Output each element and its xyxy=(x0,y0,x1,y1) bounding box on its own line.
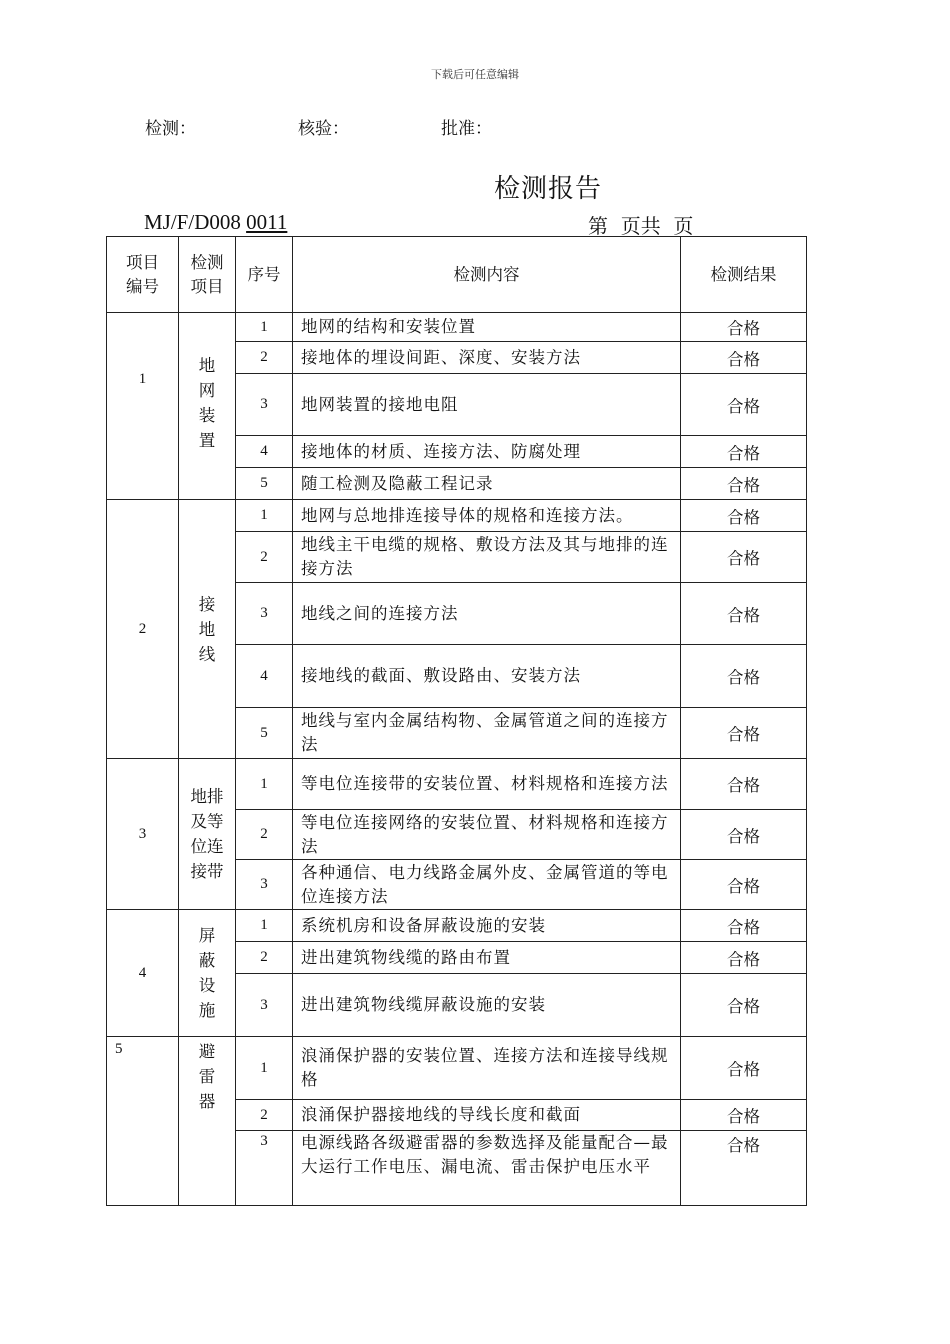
row-content: 进出建筑物线缆的路由布置 xyxy=(293,942,681,974)
row-content: 地线与室内金属结构物、金属管道之间的连接方法 xyxy=(293,708,681,759)
table-row xyxy=(107,500,807,532)
inspection-table xyxy=(106,236,807,1206)
row-content: 进出建筑物线缆屏蔽设施的安装 xyxy=(293,974,681,1037)
row-result: 合格 xyxy=(681,1037,807,1100)
group-no: 2 xyxy=(107,500,179,759)
group-item: 屏蔽设施 xyxy=(179,910,236,1037)
row-result: 合格 xyxy=(681,708,807,759)
row-result: 合格 xyxy=(681,468,807,500)
row-seq: 4 xyxy=(236,645,293,708)
row-result: 合格 xyxy=(681,583,807,645)
page-count: 第 页共 页 xyxy=(588,214,694,238)
row-content: 随工检测及隐蔽工程记录 xyxy=(293,468,681,500)
row-content: 地线主干电缆的规格、敷设方法及其与地排的连接方法 xyxy=(293,532,681,583)
row-content: 系统机房和设备屏蔽设施的安装 xyxy=(293,910,681,942)
row-seq: 1 xyxy=(236,313,293,342)
row-seq: 5 xyxy=(236,468,293,500)
report-title: 检测报告 xyxy=(494,174,603,204)
row-result: 合格 xyxy=(681,910,807,942)
header-row xyxy=(107,237,807,313)
row-seq: 3 xyxy=(236,583,293,645)
row-content: 接地体的材质、连接方法、防腐处理 xyxy=(293,436,681,468)
header-item: 检测项目 xyxy=(179,237,236,313)
row-content: 浪涌保护器的安装位置、连接方法和连接导线规格 xyxy=(293,1037,681,1100)
group-no: 5 xyxy=(107,1037,179,1206)
row-seq: 2 xyxy=(236,1100,293,1131)
row-result: 合格 xyxy=(681,974,807,1037)
row-seq: 4 xyxy=(236,436,293,468)
row-content: 等电位连接网络的安装位置、材料规格和连接方法 xyxy=(293,810,681,860)
header-result: 检测结果 xyxy=(681,237,807,313)
row-result: 合格 xyxy=(681,810,807,860)
header-note: 下载后可任意编辑 xyxy=(431,68,519,81)
table-row xyxy=(107,1037,807,1100)
row-content: 接地线的截面、敷设路由、安装方法 xyxy=(293,645,681,708)
group-no: 1 xyxy=(107,313,179,500)
row-result: 合格 xyxy=(681,759,807,810)
row-content: 地网的结构和安装位置 xyxy=(293,313,681,342)
doc-number-suffix: 0011 xyxy=(246,210,288,234)
row-seq: 3 xyxy=(236,974,293,1037)
row-result: 合格 xyxy=(681,342,807,374)
row-result: 合格 xyxy=(681,313,807,342)
header-item-no: 项目编号 xyxy=(107,237,179,313)
row-seq: 2 xyxy=(236,810,293,860)
group-no: 4 xyxy=(107,910,179,1037)
row-seq: 2 xyxy=(236,532,293,583)
row-seq: 1 xyxy=(236,500,293,532)
group-item: 地排及等位连接带 xyxy=(179,759,236,910)
approve-label: 批准： xyxy=(441,119,492,139)
verify-label: 核验： xyxy=(298,119,349,139)
row-result: 合格 xyxy=(681,860,807,910)
row-content: 各种通信、电力线路金属外皮、金属管道的等电位连接方法 xyxy=(293,860,681,910)
row-result: 合格 xyxy=(681,532,807,583)
row-content: 浪涌保护器接地线的导线长度和截面 xyxy=(293,1100,681,1131)
group-no: 3 xyxy=(107,759,179,910)
table-row xyxy=(107,910,807,942)
inspect-label: 检测： xyxy=(145,119,196,139)
row-seq: 3 xyxy=(236,1131,293,1206)
row-result: 合格 xyxy=(681,1100,807,1131)
table-row xyxy=(107,759,807,810)
doc-number xyxy=(144,210,287,235)
row-result: 合格 xyxy=(681,645,807,708)
row-content: 地网装置的接地电阻 xyxy=(293,374,681,436)
group-item: 接地线 xyxy=(179,500,236,759)
row-content: 电源线路各级避雷器的参数选择及能量配合—最大运行工作电压、漏电流、雷击保护电压水平 xyxy=(293,1131,681,1206)
doc-number-prefix: MJ/F/D008 xyxy=(144,210,241,234)
row-result: 合格 xyxy=(681,500,807,532)
header-seq: 序号 xyxy=(236,237,293,313)
group-item: 避雷器 xyxy=(179,1037,236,1206)
row-seq: 1 xyxy=(236,1037,293,1100)
row-content: 等电位连接带的安装位置、材料规格和连接方法 xyxy=(293,759,681,810)
row-seq: 5 xyxy=(236,708,293,759)
row-content: 地网与总地排连接导体的规格和连接方法。 xyxy=(293,500,681,532)
row-seq: 3 xyxy=(236,860,293,910)
group-item: 地网装置 xyxy=(179,313,236,500)
row-seq: 1 xyxy=(236,910,293,942)
row-seq: 1 xyxy=(236,759,293,810)
row-result: 合格 xyxy=(681,374,807,436)
row-seq: 2 xyxy=(236,942,293,974)
row-content: 接地体的埋设间距、深度、安装方法 xyxy=(293,342,681,374)
row-seq: 3 xyxy=(236,374,293,436)
table-row xyxy=(107,313,807,342)
row-result: 合格 xyxy=(681,942,807,974)
row-result: 合格 xyxy=(681,1131,807,1206)
row-result: 合格 xyxy=(681,436,807,468)
row-content: 地线之间的连接方法 xyxy=(293,583,681,645)
header-content: 检测内容 xyxy=(293,237,681,313)
row-seq: 2 xyxy=(236,342,293,374)
